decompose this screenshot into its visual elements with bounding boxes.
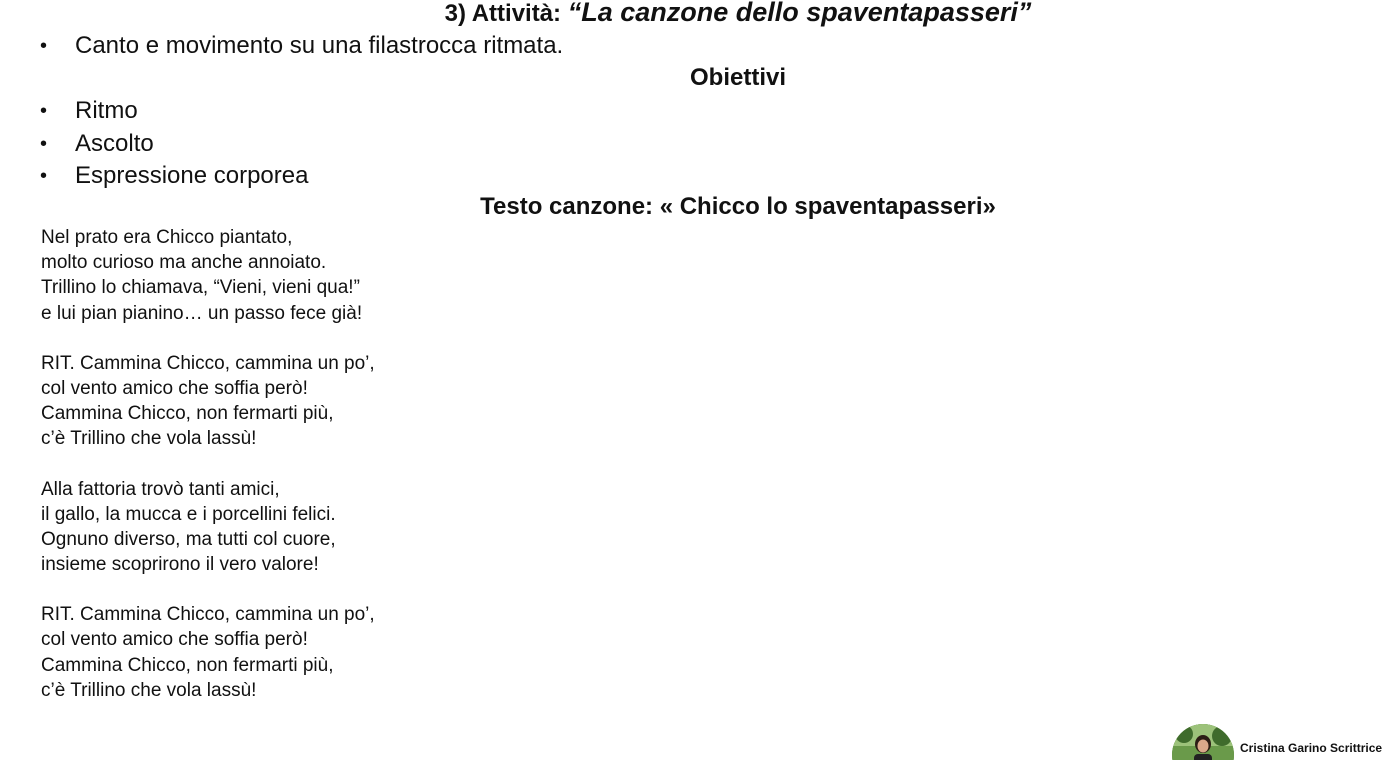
stanza bbox=[41, 225, 375, 326]
author-name: Cristina Garino Scrittrice bbox=[1240, 741, 1383, 755]
intro-bullet bbox=[40, 30, 563, 63]
lyric-line: Alla fattoria trovò tanti amici, bbox=[41, 478, 280, 500]
objective-text: Ritmo bbox=[75, 97, 138, 124]
objective-text: Espressione corporea bbox=[75, 162, 309, 189]
song-heading: Testo canzone: « Chicco lo spaventapasseri» bbox=[480, 193, 996, 220]
title-prefix: 3) Attività: bbox=[444, 0, 568, 27]
stanza bbox=[41, 477, 375, 578]
lyric-line: il gallo, la mucca e i porcellini felici. bbox=[41, 503, 336, 525]
bullet-dot: • bbox=[40, 132, 48, 155]
lyric-line: Ognuno diverso, ma tutti col cuore, bbox=[41, 528, 336, 550]
intro-bullet-text: Canto e movimento su una filastrocca ritmata. bbox=[75, 32, 564, 59]
lyric-line: molto curioso ma anche annoiato. bbox=[41, 252, 327, 274]
objective-item bbox=[40, 160, 308, 193]
objective-item bbox=[40, 95, 308, 128]
chorus bbox=[41, 602, 375, 703]
slide-title bbox=[0, 0, 1396, 28]
chorus bbox=[41, 351, 375, 452]
lyric-line: Nel prato era Chicco piantato, bbox=[41, 227, 293, 248]
lyric-line: Cammina Chicco, non fermarti più, bbox=[41, 403, 334, 425]
lyric-line: Trillino lo chiamava, “Vieni, vieni qua!” bbox=[41, 277, 360, 299]
intro-bullet-list bbox=[40, 30, 563, 63]
author-photo-icon bbox=[1172, 724, 1234, 760]
lyric-line: col vento amico che soffia però! bbox=[41, 377, 308, 399]
lyric-line: e lui pian pianino… un passo fece già! bbox=[41, 302, 363, 324]
bullet-dot: • bbox=[40, 35, 48, 57]
objective-text: Ascolto bbox=[75, 129, 154, 157]
lyric-line: insieme scoprirono il vero valore! bbox=[41, 554, 319, 576]
author-avatar bbox=[1172, 724, 1234, 760]
objectives-heading: Obiettivi bbox=[689, 64, 786, 91]
song-lyrics bbox=[41, 225, 375, 728]
lyric-line: RIT. Cammina Chicco, cammina un po’, bbox=[41, 604, 375, 626]
title-quoted: “La canzone dello spaventapasseri” bbox=[567, 0, 1032, 27]
author-footer bbox=[1168, 720, 1396, 760]
lyric-line: c’è Trillino che vola lassù! bbox=[41, 428, 257, 450]
objective-item bbox=[40, 128, 308, 161]
lyric-line: c’è Trillino che vola lassù! bbox=[41, 679, 257, 701]
bullet-dot: • bbox=[40, 100, 48, 122]
lyric-line: RIT. Cammina Chicco, cammina un po’, bbox=[41, 352, 375, 374]
bullet-dot: • bbox=[40, 165, 48, 187]
objectives-list bbox=[40, 95, 308, 193]
lyric-line: Cammina Chicco, non fermarti più, bbox=[41, 654, 334, 676]
lyric-line: col vento amico che soffia però! bbox=[41, 629, 308, 651]
